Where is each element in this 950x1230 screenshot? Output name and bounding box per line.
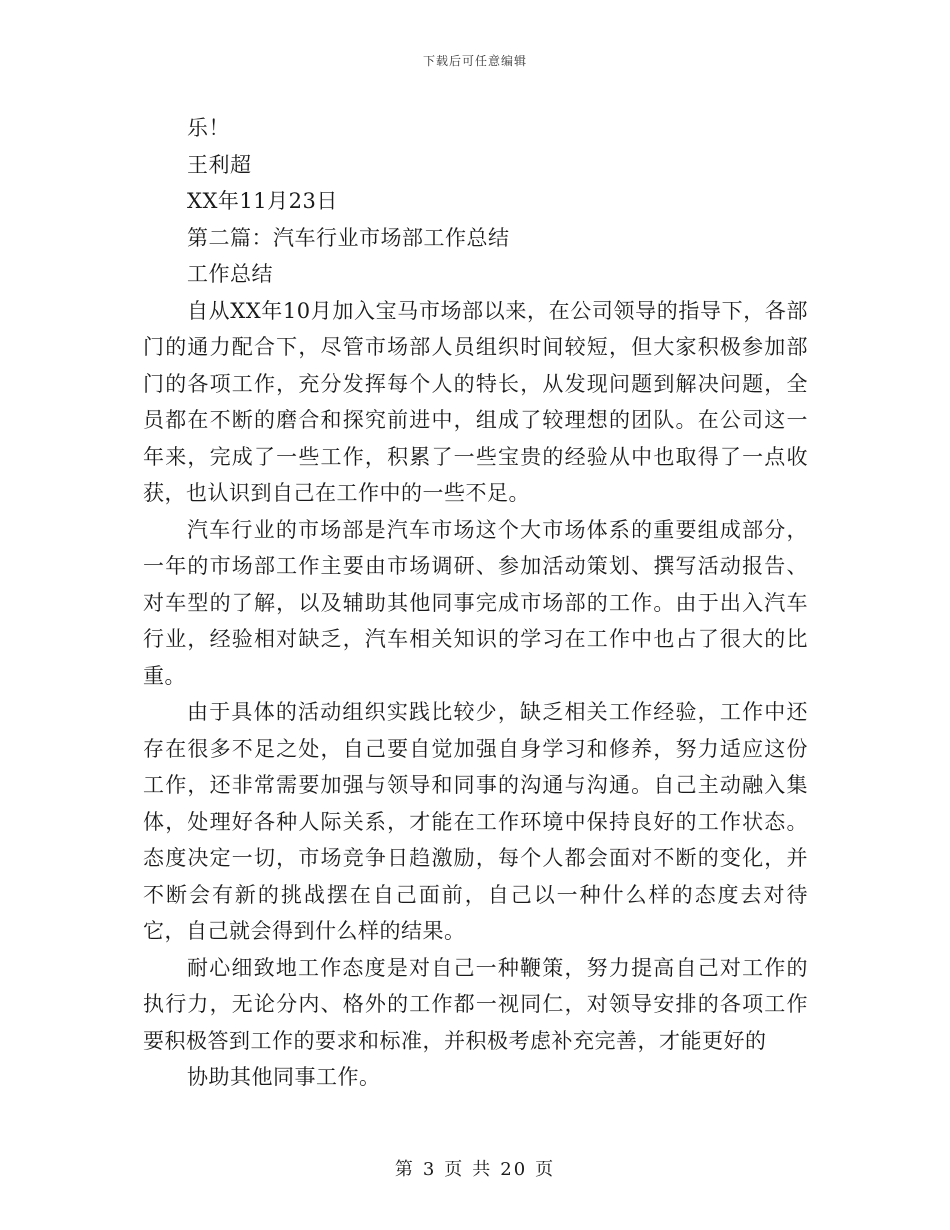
paragraph-1: 自从XX年10月加入宝马市场部以来，在公司领导的指导下，各部门的通力配合下，尽管市场部人员组织时间较短，但大家积极参加部门的各项工作，充分发挥每个人的特长，从发现问题到解决问题，全员都在不断的磨合和探究前进中，组成了较理想的团队。在公司这一年来，完成了一些工作，积累了一些宝贵的经验从中也取得了一点收获，也认识到自己在工作中的一些不足。 bbox=[143, 298, 808, 505]
page-footer bbox=[0, 1155, 950, 1181]
document-body bbox=[143, 110, 808, 1096]
paragraph-4: 耐心细致地工作态度是对自己一种鞭策，努力提高自己对工作的执行力，无论分内、格外的工作都一视同仁，对领导安排的各项工作要积极答到工作的要求和标准，并积极考虑补充完善，才能更好的 bbox=[143, 955, 808, 1053]
paragraph-3: 由于具体的活动组织实践比较少，缺乏相关工作经验，工作中还存在很多不足之处，自己要自觉加强自身学习和修养，努力适应这份工作，还非常需要加强与领导和同事的沟通与沟通。自己主动融入集体，处理好各种人际关系，才能在工作环境中保持良好的工作状态。态度决定一切，市场竞争日趋激励，每个人都会面对不断的变化，并不断会有新的挑战摆在自己面前，自己以一种什么样的态度去对待它，自己就会得到什么样的结果。 bbox=[143, 700, 808, 943]
footer-total-word: 共 bbox=[472, 1159, 493, 1180]
footer-prefix: 第 bbox=[394, 1159, 415, 1180]
closing-line: 乐！ bbox=[187, 116, 230, 140]
paragraph-5: 协助其他同事工作。 bbox=[187, 1065, 381, 1089]
footer-total-pages: 20 bbox=[500, 1159, 528, 1180]
page-header-note: 下载后可任意编辑 bbox=[422, 54, 527, 68]
signature-date: XX年11月23日 bbox=[187, 189, 338, 213]
subsection-title: 工作总结 bbox=[187, 262, 273, 286]
paragraph-2: 汽车行业的市场部是汽车市场这个大市场体系的重要组成部分，一年的市场部工作主要由市场调研、参加活动策划、撰写活动报告、对车型的了解，以及辅助其他同事完成市场部的工作。由于出入汽车行业，经验相对缺乏，汽车相关知识的学习在工作中也占了很大的比重。 bbox=[143, 517, 808, 688]
footer-page-word: 页 bbox=[444, 1159, 465, 1180]
footer-page-number: 3 bbox=[422, 1159, 437, 1180]
footer-suffix: 页 bbox=[535, 1159, 556, 1180]
signature-name: 王利超 bbox=[187, 152, 252, 177]
section-title: 第二篇：汽车行业市场部工作总结 bbox=[187, 225, 510, 250]
